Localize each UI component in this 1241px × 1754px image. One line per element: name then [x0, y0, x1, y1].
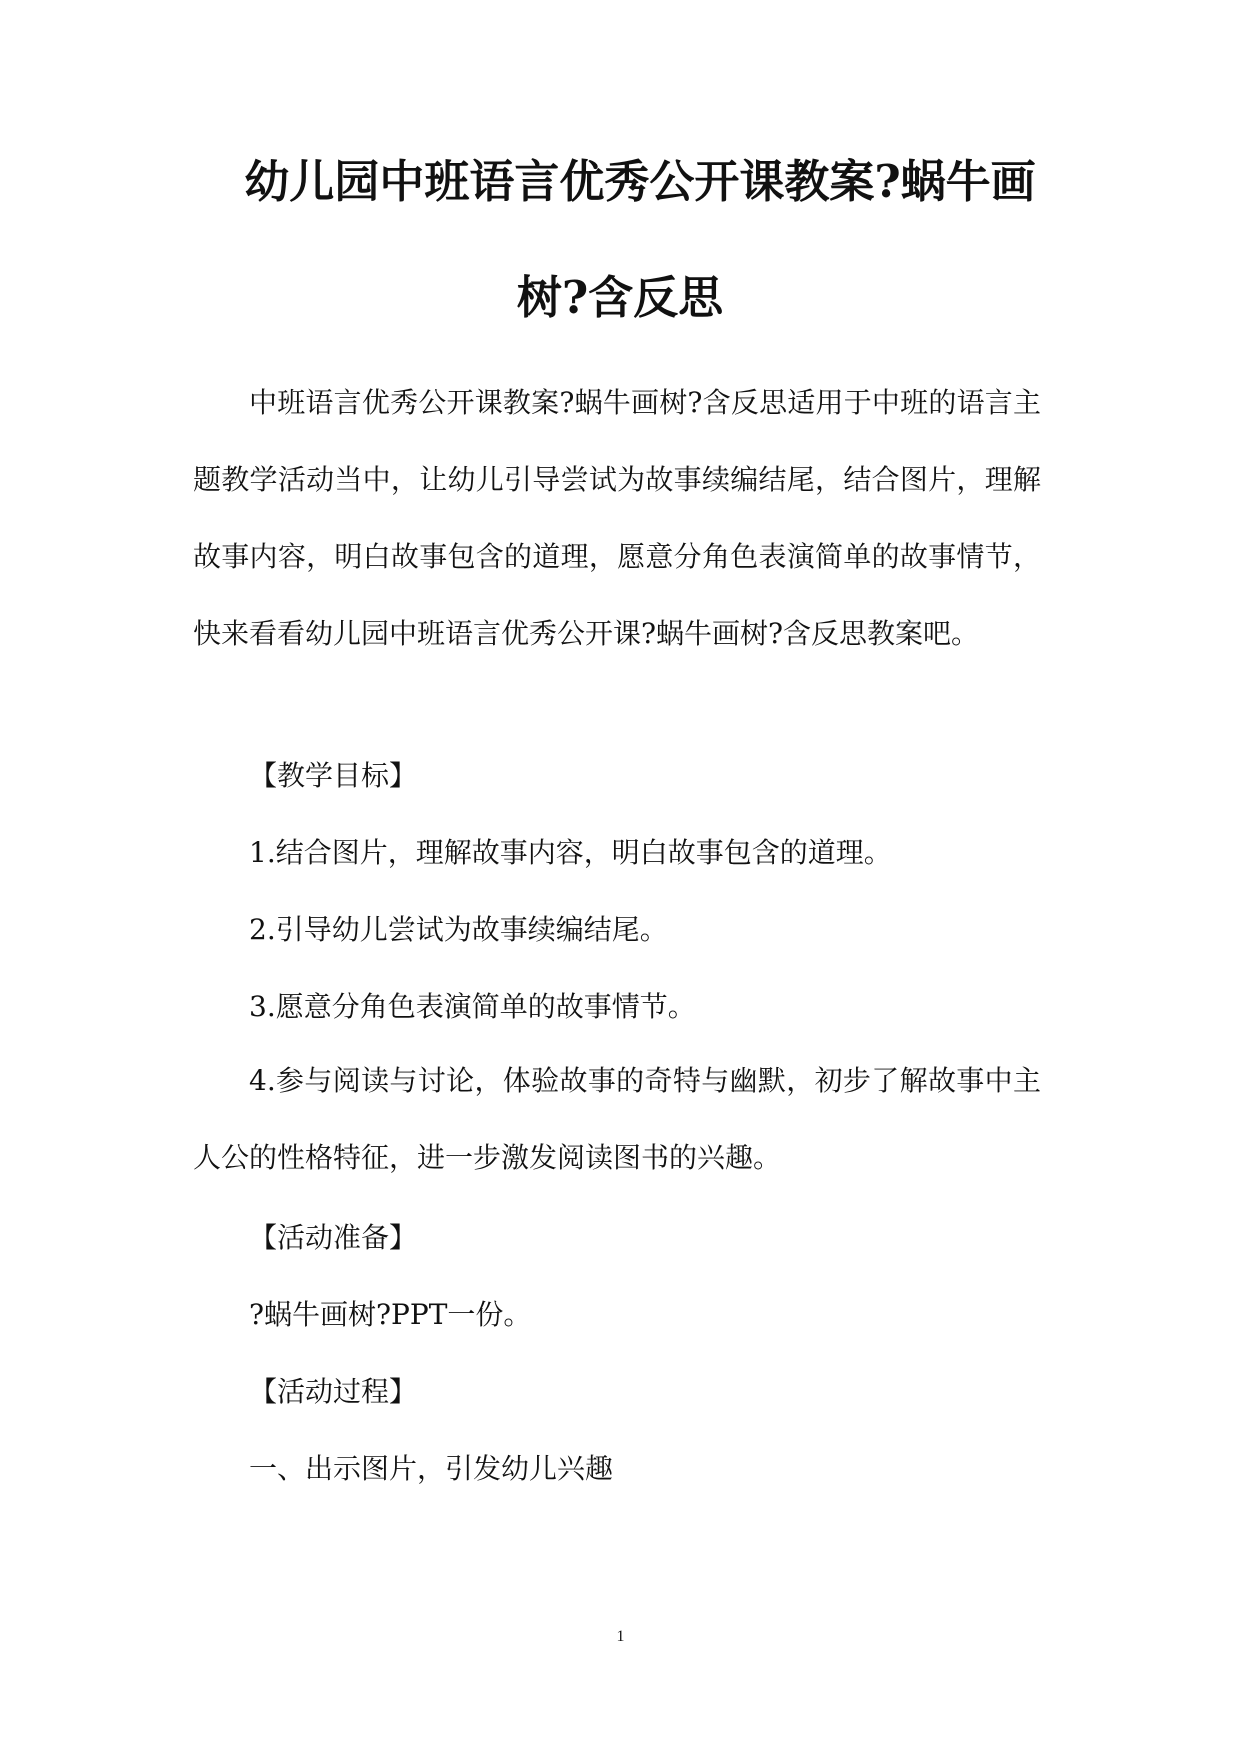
goal-item-3: 3.愿意分角色表演简单的故事情节。 — [249, 990, 696, 1023]
goal-item-1: 1.结合图片，理解故事内容，明白故事包含的道理。 — [249, 836, 892, 869]
section-heading-process: 【活动过程】 — [249, 1375, 418, 1408]
preparation-item: ?蜗牛画树?PPT一份。 — [249, 1298, 532, 1331]
process-step-1: 一、出示图片，引发幼儿兴趣 — [249, 1452, 614, 1485]
page-number: 1 — [616, 1628, 625, 1645]
document-title-line-1: 幼儿园中班语言优秀公开课教案?蜗牛画 — [244, 155, 1036, 208]
section-heading-preparation: 【活动准备】 — [249, 1221, 418, 1254]
document-title-line-2: 树?含反思 — [516, 271, 724, 324]
goal-item-2: 2.引导幼儿尝试为故事续编结尾。 — [249, 913, 668, 946]
intro-paragraph: 中班语言优秀公开课教案?蜗牛画树?含反思适用于中班的语言主题教学活动当中，让幼儿引导尝试为故事续编结尾，结合图片，理解故事内容，明白故事包含的道理，愿意分角色表演简单的故事情节，快来看看幼儿园中班语言优秀公开课?蜗牛画树?含反思教案吧。 — [193, 386, 1041, 650]
section-heading-goals: 【教学目标】 — [249, 759, 418, 792]
goal-item-4: 4.参与阅读与讨论，体验故事的奇特与幽默，初步了解故事中主人公的性格特征，进一步激发阅读图书的兴趣。 — [193, 1064, 1041, 1174]
